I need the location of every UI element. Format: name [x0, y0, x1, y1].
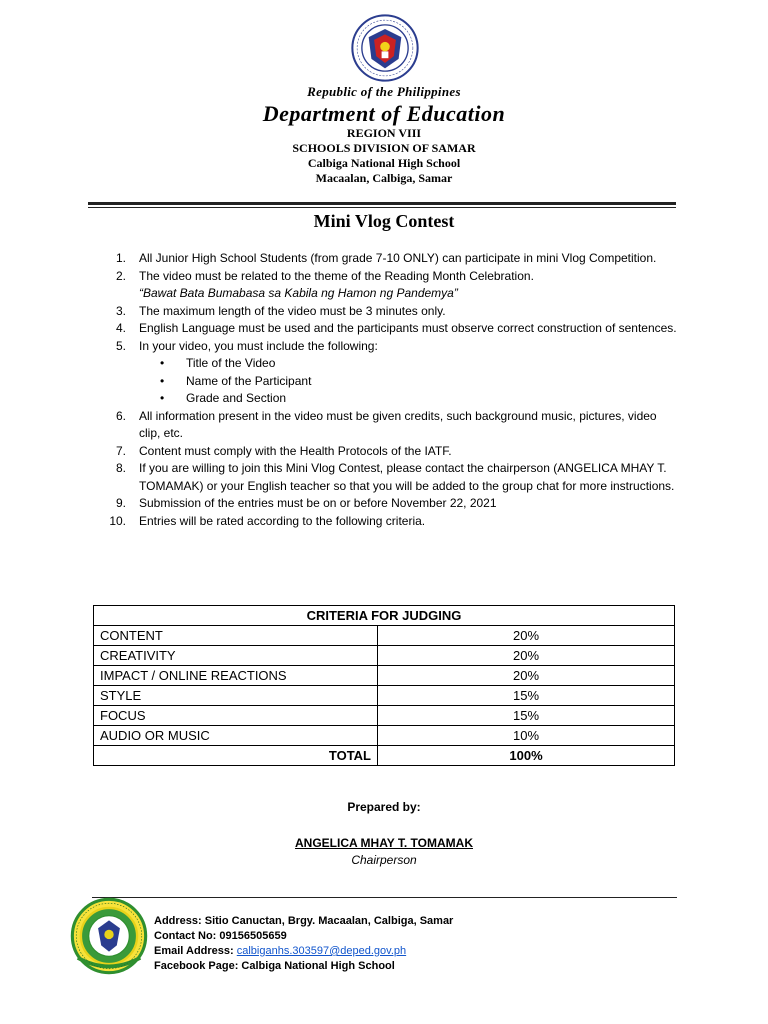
bullet-icon: • [160, 391, 165, 405]
facebook-label: Facebook Page: [154, 960, 239, 972]
table-row [94, 646, 675, 666]
reading-month-theme: “Bawat Bata Bumabasa sa Kabila ng Hamon ng Pandemya” [139, 286, 458, 300]
rule-item [108, 443, 678, 461]
school-seal-logo [70, 897, 148, 975]
table-row [94, 686, 675, 706]
rule-item [108, 250, 678, 268]
criterion-name: IMPACT / ONLINE REACTIONS [94, 666, 378, 686]
rule-number: 2. [115, 268, 126, 283]
sub-bullet-item [108, 355, 678, 373]
header-divider-thick [88, 202, 676, 205]
criterion-name: CREATIVITY [94, 646, 378, 666]
criterion-name: AUDIO OR MUSIC [94, 726, 378, 746]
rule-text: The video must be related to the theme of the Reading Month Celebration. [139, 268, 534, 283]
rules-list [108, 250, 678, 530]
rule-item [108, 460, 678, 495]
criterion-name: STYLE [94, 686, 378, 706]
rule-text: Entries will be rated according to the following criteria. [139, 513, 426, 528]
rule-item [108, 268, 678, 303]
deped-seal-logo [351, 14, 419, 82]
bullet-text: Title of the Video [186, 356, 276, 370]
footer-divider [92, 897, 677, 898]
footer-email-line [154, 944, 453, 959]
footer-contact-block [154, 914, 453, 974]
header-divider-thin [88, 207, 676, 208]
bullet-text: Grade and Section [186, 391, 287, 405]
document-title: Mini Vlog Contest [313, 211, 455, 231]
rule-item [108, 513, 678, 531]
rule-text: The maximum length of the video must be 3 minutes only. [139, 303, 446, 318]
footer-contact-line [154, 929, 453, 944]
criteria-heading: CRITERIA FOR JUDGING [94, 606, 675, 626]
criterion-percent: 15% [378, 706, 675, 726]
prepared-by-label: Prepared by: [347, 800, 421, 814]
rule-number: 9. [115, 496, 126, 510]
contact-label: Contact No: [154, 930, 217, 942]
address-label: Address: [154, 915, 202, 927]
table-row [94, 726, 675, 746]
total-percent: 100% [378, 746, 675, 766]
header-department: Department of Education [262, 101, 506, 126]
sub-bullet-item [108, 373, 678, 391]
rule-number: 6. [115, 408, 126, 423]
rule-text: All Junior High School Students (from grade 7-10 ONLY) can participate in mini Vlog Competition. [139, 251, 657, 265]
header-school: Calbiga National High School [307, 156, 461, 170]
criteria-header-row [94, 606, 675, 626]
bullet-icon: • [160, 356, 165, 370]
rule-item [108, 338, 678, 356]
criterion-name: CONTENT [94, 626, 378, 646]
rule-text: Submission of the entries must be on or before November 22, 2021 [139, 496, 497, 510]
footer-facebook-line [154, 959, 453, 974]
criterion-name: FOCUS [94, 706, 378, 726]
rule-text: All information present in the video must be given credits, such background music, pictures, video clip, etc. [139, 408, 657, 440]
rule-text: In your video, you must include the following: [139, 338, 378, 353]
rule-text: If you are willing to join this Mini Vlog Contest, please contact the chairperson (ANGELICA MHAY T. TOMAMAK) or your English teacher so that you will be added to the group chat for more instructions. [139, 461, 675, 493]
criteria-table [93, 605, 675, 766]
email-link[interactable]: calbiganhs.303597@deped.gov.ph [236, 945, 407, 957]
rule-number: 7. [115, 443, 126, 458]
sub-bullet-item [108, 390, 678, 408]
rule-number: 3. [115, 303, 126, 318]
rule-text: English Language must be used and the participants must observe correct construction of sentences. [139, 321, 677, 335]
criterion-percent: 20% [378, 666, 675, 686]
rule-number: 8. [115, 461, 126, 475]
rule-item [108, 303, 678, 321]
rule-number: 4. [115, 321, 126, 335]
rule-item [108, 320, 678, 338]
rule-item [108, 495, 678, 513]
header-address: Macaalan, Calbiga, Samar [315, 171, 453, 185]
address-value: Sitio Canuctan, Brgy. Macaalan, Calbiga, Samar [204, 915, 454, 927]
rule-item [108, 408, 678, 443]
contact-value: 09156505659 [219, 930, 287, 942]
preparer-name-line [0, 836, 768, 850]
total-row [94, 746, 675, 766]
header-division: SCHOOLS DIVISION OF SAMAR [292, 141, 476, 155]
criterion-percent: 20% [378, 626, 675, 646]
table-row [94, 626, 675, 646]
preparer-name: ANGELICA MHAY T. TOMAMAK [294, 836, 473, 850]
email-label: Email Address: [154, 945, 234, 957]
rule-number: 1. [115, 251, 126, 265]
rule-number: 10. [109, 513, 126, 528]
footer-address-line [154, 914, 453, 929]
rule-number: 5. [115, 338, 126, 353]
criterion-percent: 15% [378, 686, 675, 706]
header-region: REGION VIII [346, 126, 422, 140]
bullet-text: Name of the Participant [186, 373, 312, 388]
facebook-value: Calbiga National High School [241, 960, 395, 972]
table-row [94, 706, 675, 726]
table-row [94, 666, 675, 686]
header-republic: Republic of the Philippines [307, 84, 461, 99]
criterion-percent: 10% [378, 726, 675, 746]
preparer-role: Chairperson [351, 853, 417, 867]
rule-text: Content must comply with the Health Protocols of the IATF. [139, 443, 452, 458]
total-label: TOTAL [94, 746, 378, 766]
criterion-percent: 20% [378, 646, 675, 666]
bullet-icon: • [160, 373, 165, 388]
